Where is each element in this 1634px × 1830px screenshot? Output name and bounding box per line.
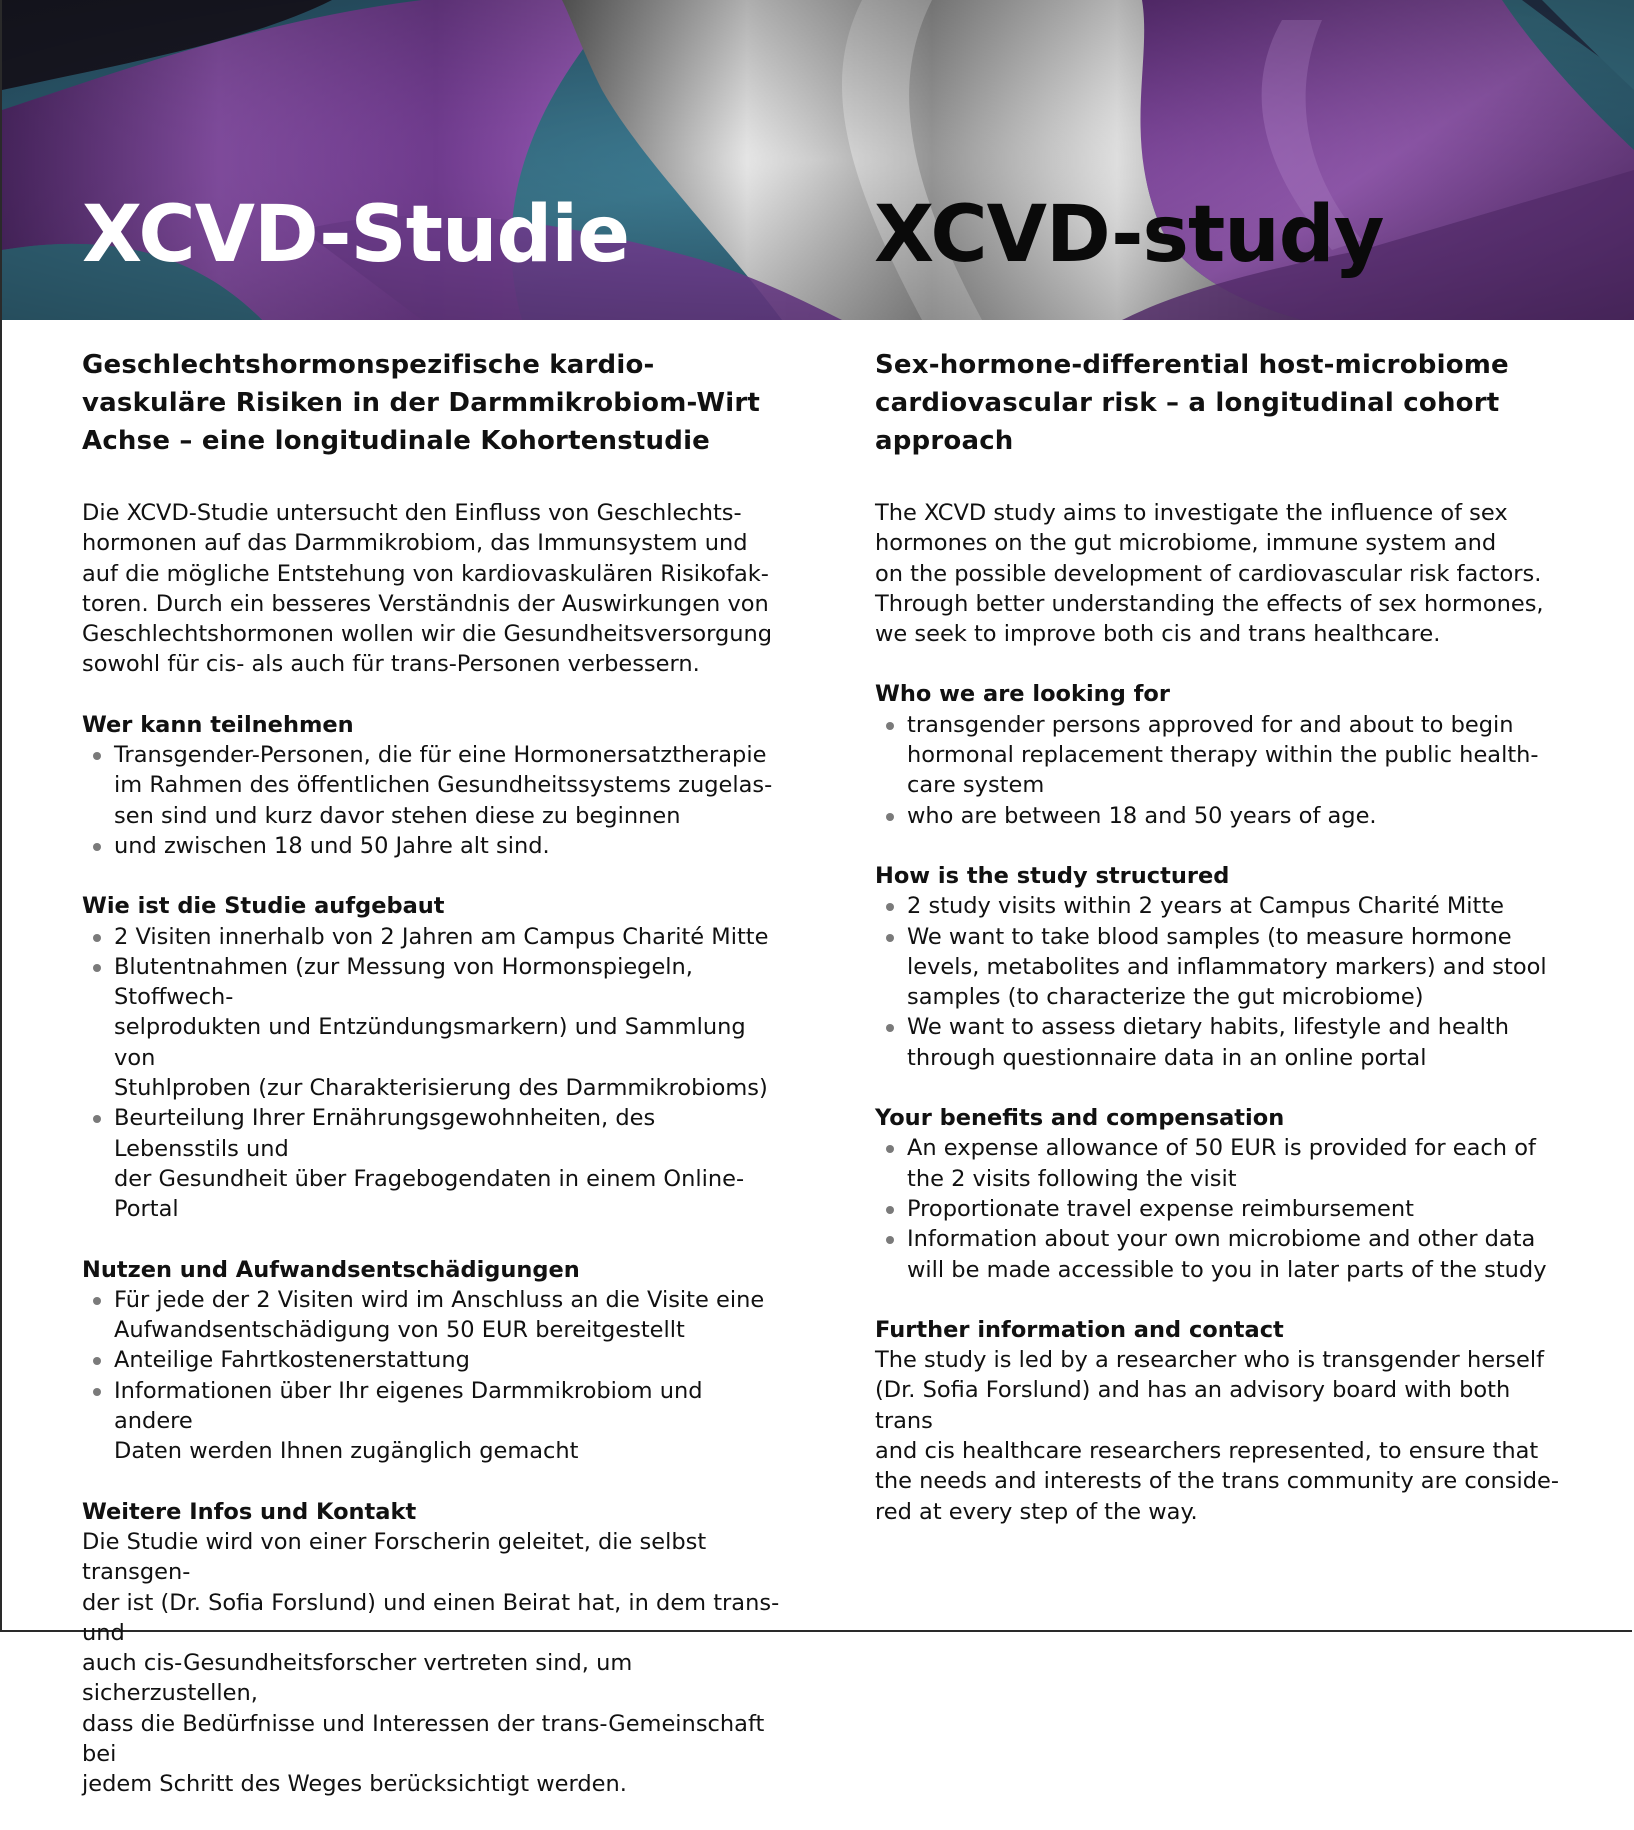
title-english: XCVD-study (874, 190, 1384, 280)
subtitle-german: Geschlechtshormonspezifische kardio- vaskuläre Risiken in der Darmmikrobiom-Wirt Achse – eine longitudinale Kohortenstudie (82, 350, 760, 456)
contact-text: Die Studie wird von einer Forscherin geleitet, die selbst transgen- der ist (Dr. Sofia Forslund) und einen Beirat hat, in dem trans- und auch cis-Gesundheitsforscher vertreten sind, um sicherzustellen, dass die Bedürfnisse und Interessen der trans-Gemeinschaft bei jedem Schritt des Weges berücksichtigt werden. (82, 1528, 780, 1798)
header-banner (2, 0, 1634, 320)
list-item: Transgender-Personen, die für eine Hormonersatztherapie im Rahmen des öffentlichen Gesundheitssystems zugelas- sen sind und kurz davor stehen diese zu beginnen (82, 740, 782, 831)
bullet-icon (886, 1145, 894, 1153)
bullet-icon (886, 934, 894, 942)
list-item: We want to take blood samples (to measure hormone levels, metabolites and inflammatory markers) and stool samples (to characterize the gut microbiome) (875, 922, 1575, 1013)
section-contact-german (82, 1497, 782, 1800)
list-item: who are between 18 and 50 years of age. (875, 801, 1575, 831)
list-item: Informationen über Ihr eigenes Darmmikrobiom und andere Daten werden Ihnen zugänglich gemacht (82, 1376, 782, 1467)
intro-english: The XCVD study aims to investigate the influence of sex hormones on the gut microbiome, immune system and on the possible development of cardiovascular risk factors. Through better understanding the effects of sex hormones, we seek to improve both cis and trans healthcare. (875, 500, 1544, 648)
bullet-icon (886, 1024, 894, 1032)
list-item: transgender persons approved for and about to begin hormonal replacement therapy within the public health- care system (875, 710, 1575, 801)
section-heading: Weitere Infos und Kontakt (82, 1498, 417, 1525)
intro-german: Die XCVD-Studie untersucht den Einfluss von Geschlechts- hormonen auf das Darmmikrobiom, das Immunsystem und auf die mögliche Entstehung von kardiovaskulären Risikofak- toren. Durch ein besseres Verständnis der Auswirkungen von Geschlechtshormonen wollen wir die Gesundheitsversorgung sowohl für cis- als auch für trans-Personen verbessern. (82, 500, 773, 678)
bullet-icon (93, 934, 101, 942)
section-structure-german (82, 891, 782, 1224)
list-item: Für jede der 2 Visiten wird im Anschluss an die Visite eine Aufwandsentschädigung von 50 EUR bereitgestellt (82, 1285, 782, 1346)
bullet-icon (93, 752, 101, 760)
list-item: An expense allowance of 50 EUR is provided for each of the 2 visits following the visit (875, 1133, 1575, 1194)
section-heading: Nutzen und Aufwandsentschädigungen (82, 1256, 580, 1283)
german-column (82, 346, 782, 1830)
list-item: We want to assess dietary habits, lifestyle and health through questionnaire data in an online portal (875, 1012, 1575, 1073)
section-heading: Who we are looking for (875, 681, 1170, 708)
section-heading: Wie ist die Studie aufgebaut (82, 893, 445, 920)
title-german: XCVD-Studie (82, 190, 629, 280)
bullet-icon (886, 1206, 894, 1214)
contact-text: The study is led by a researcher who is transgender herself (Dr. Sofia Forslund) and has an advisory board with both trans and cis healthcare researchers represented, to ensure that the needs and interests of the trans community are conside- red at every step of the way. (875, 1347, 1559, 1525)
bullet-icon (886, 722, 894, 730)
section-structure-english (875, 861, 1575, 1073)
list-item: 2 Visiten innerhalb von 2 Jahren am Campus Charité Mitte (82, 922, 782, 952)
bullet-icon (93, 1388, 101, 1396)
subtitle-english: Sex-hormone-differential host-microbiome cardiovascular risk – a longitudinal cohort approach (875, 350, 1509, 456)
bullet-icon (93, 1297, 101, 1305)
bullet-icon (886, 903, 894, 911)
section-contact-english (875, 1315, 1575, 1527)
bullet-icon (93, 1357, 101, 1365)
bullet-icon (886, 813, 894, 821)
list-item: Proportionate travel expense reimbursement (875, 1194, 1575, 1224)
section-benefits-german (82, 1255, 782, 1467)
list-item: Information about your own microbiome and other data will be made accessible to you in later parts of the study (875, 1224, 1575, 1285)
bullet-icon (93, 843, 101, 851)
section-heading: Further information and contact (875, 1316, 1284, 1343)
section-who-german (82, 710, 782, 861)
bullet-icon (93, 964, 101, 972)
bullet-icon (886, 1236, 894, 1244)
list-item: und zwischen 18 und 50 Jahre alt sind. (82, 831, 782, 861)
list-item: Blutentnahmen (zur Messung von Hormonspiegeln, Stoffwech- selprodukten und Entzündungsmarkern) und Sammlung von Stuhlproben (zur Charakterisierung des Darmmikrobioms) (82, 952, 782, 1103)
section-heading: Your benefits and compensation (875, 1105, 1285, 1132)
list-item: 2 study visits within 2 years at Campus Charité Mitte (875, 891, 1575, 921)
section-who-english (875, 679, 1575, 830)
section-benefits-english (875, 1103, 1575, 1285)
list-item: Anteilige Fahrtkostenerstattung (82, 1345, 782, 1375)
english-column (875, 346, 1575, 1557)
section-heading: Wer kann teilnehmen (82, 711, 354, 738)
section-heading: How is the study structured (875, 862, 1230, 889)
list-item: Beurteilung Ihrer Ernährungsgewohnheiten, des Lebensstils und der Gesundheit über Fragebogendaten in einem Online-Portal (82, 1103, 782, 1224)
bullet-icon (93, 1115, 101, 1123)
